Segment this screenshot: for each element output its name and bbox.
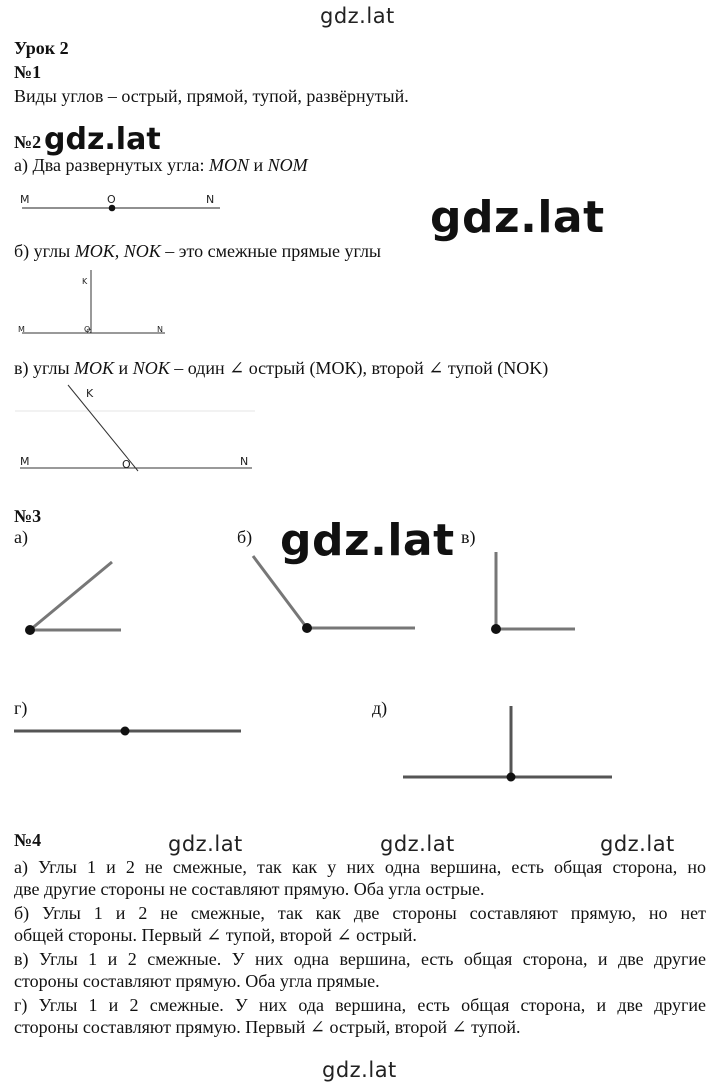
label-o: O: [122, 458, 131, 471]
label-n: N: [240, 455, 249, 468]
vertex: [121, 727, 130, 736]
task2c-prefix: в) углы: [14, 358, 75, 378]
watermark: gdz.lat: [600, 832, 675, 856]
task1-number: №1: [14, 62, 42, 82]
task4-c: [14, 948, 706, 992]
conj: и: [249, 155, 268, 175]
task2b-suffix: – это смежные прямые углы: [160, 241, 382, 261]
fig-label-g: г): [14, 698, 28, 718]
watermark: gdz.lat: [320, 4, 395, 28]
figure-3v: [491, 552, 575, 634]
angle-mok: MOK: [74, 358, 115, 378]
lesson-title: Урок 2: [14, 38, 69, 58]
figure-3a: [25, 562, 121, 635]
label-o: O: [84, 325, 91, 334]
label-m: M: [18, 325, 25, 334]
task4-b-line1: б) Углы 1 и 2 не смежные, так как две стороны составляют прямую, но нет: [14, 903, 706, 923]
task3-number: №3: [14, 506, 42, 526]
task4-b: [14, 902, 706, 946]
fig-label-b: б): [237, 527, 253, 547]
task4-d-line1: г) Углы 1 и 2 смежные. У них ода вершина, есть общая сторона, и две другие: [14, 995, 706, 1015]
angles-mok-nok: MOK, NOK: [74, 241, 161, 261]
label-n: N: [206, 193, 215, 206]
angle-mon: MON: [209, 155, 250, 175]
label-n: N: [157, 325, 163, 334]
vertex: [302, 623, 312, 633]
label-k: K: [86, 387, 94, 400]
task1-text: Виды углов – острый, прямой, тупой, развёрнутый.: [14, 86, 409, 106]
task2a-prefix: а) Два развернутых угла:: [14, 155, 210, 175]
vertex: [25, 625, 35, 635]
figure-3g: [14, 727, 241, 736]
task4-d: [14, 994, 706, 1038]
figure-2a: [20, 193, 220, 211]
watermark: gdz.lat: [380, 832, 455, 856]
angle-nom: NOM: [267, 155, 308, 175]
fig-label-d: д): [372, 698, 388, 718]
task2-number: №2: [14, 132, 42, 152]
label-m: M: [20, 455, 30, 468]
conj: и: [114, 358, 133, 378]
task4-a-line2: две другие стороны не составляют прямую. Оба угла острые.: [14, 879, 485, 899]
fig-label-a: а): [14, 527, 28, 547]
fig-label-v: в): [461, 527, 476, 547]
task4-b-line2: общей стороны. Первый ∠ тупой, второй ∠ острый.: [14, 925, 417, 945]
task2b-prefix: б) углы: [14, 241, 75, 261]
watermark: gdz.lat: [280, 515, 455, 566]
task4-number: №4: [14, 830, 42, 850]
figure-2b: [18, 270, 165, 334]
ray-2: [30, 562, 112, 630]
angle-nok: NOK: [132, 358, 170, 378]
figure-3d: [403, 706, 612, 782]
label-o: O: [107, 193, 116, 206]
watermark: gdz.lat: [168, 832, 243, 856]
task2c-suffix: – один ∠ острый (МОК), второй ∠ тупой (NOK): [169, 358, 549, 378]
figure-2c: [15, 385, 255, 471]
figure-3b: [253, 556, 415, 633]
ray-2: [253, 556, 307, 628]
task4-a: [14, 856, 706, 900]
vertex: [491, 624, 501, 634]
label-k: K: [82, 277, 88, 286]
watermark: gdz.lat: [430, 192, 605, 243]
watermark: gdz.lat: [322, 1058, 397, 1082]
task4-a-line1: а) Углы 1 и 2 не смежные, так как у них одна вершина, есть общая сторона, но: [14, 857, 706, 877]
task4-d-line2: стороны составляют прямую. Первый ∠ острый, второй ∠ тупой.: [14, 1017, 521, 1037]
task4-c-line2: стороны составляют прямую. Оба угла прямые.: [14, 971, 380, 991]
vertex: [507, 773, 516, 782]
task4-c-line1: в) Углы 1 и 2 смежные. У них одна вершина, есть общая сторона, и две другие: [14, 949, 706, 969]
label-m: M: [20, 193, 30, 206]
watermark: gdz.lat: [44, 122, 161, 157]
